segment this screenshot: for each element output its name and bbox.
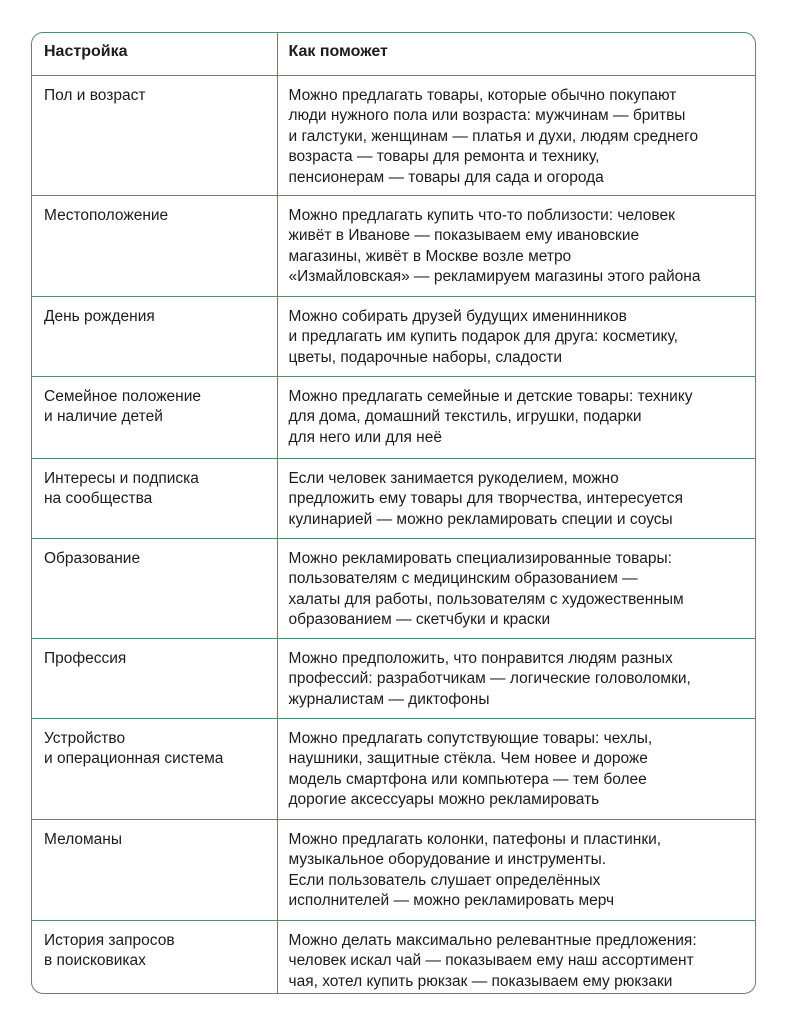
- setting-cell: Интересы и подписка на сообщества: [44, 469, 199, 507]
- setting-cell: Местоположение: [44, 206, 169, 224]
- benefit-cell: Можно предлагать сопутствующие товары: чехлы, наушники, защитные стёкла. Чем новее и дороже модель смартфона или компьютера — тем более дорогие аксессуары можно рекламировать: [288, 729, 653, 808]
- benefit-cell: Можно предлагать товары, которые обычно покупают люди нужного пола или возраста: мужчинам — бритвы и галстуки, женщинам — платья и духи, людям среднего возраста — товары для ремонта и технику, пенсионерам — товары для сада и огорода: [288, 86, 699, 186]
- setting-cell: Пол и возраст: [44, 86, 146, 104]
- benefit-cell: Если человек занимается рукоделием, можно предложить ему товары для творчества, интересуется кулинарией — можно рекламировать специи и соусы: [288, 469, 684, 528]
- benefit-cell: Можно рекламировать специализированные товары: пользователям с медицинским образованием — халаты для работы, пользователям с художественным образованием — скетчбуки и краски: [288, 549, 684, 628]
- table-row: [32, 296, 755, 376]
- setting-cell: Меломаны: [44, 830, 123, 848]
- setting-cell: Образование: [44, 549, 141, 567]
- table-header-row: [32, 33, 755, 75]
- table-row: [32, 538, 755, 638]
- benefit-cell: Можно предлагать семейные и детские товары: технику для дома, домашний текстиль, игрушки, подарки для него или для неё: [288, 387, 693, 446]
- targeting-settings-table: [32, 33, 755, 993]
- table-row: [32, 819, 755, 920]
- header-benefit: Как поможет: [277, 33, 755, 75]
- header-setting: Настройка: [32, 33, 277, 75]
- benefit-cell: Можно делать максимально релевантные предложения: человек искал чай — показываем ему наш ассортимент чая, хотел купить рюкзак — показываем ему рюкзаки: [288, 931, 697, 990]
- benefit-cell: Можно предлагать колонки, патефоны и пластинки, музыкальное оборудование и инструменты. Если пользователь слушает определённых исполнителей — можно рекламировать мерч: [288, 830, 662, 909]
- setting-cell: История запросов в поисковиках: [44, 931, 175, 969]
- table-row: [32, 195, 755, 296]
- setting-cell: Профессия: [44, 649, 127, 667]
- setting-cell: Устройство и операционная система: [44, 729, 224, 767]
- benefit-cell: Можно предлагать купить что-то поблизости: человек живёт в Иванове — показываем ему ивановские магазины, живёт в Москве возле метро «Измайловская» — рекламируем магазины этого района: [288, 206, 701, 285]
- benefit-cell: Можно предположить, что понравится людям разных профессий: разработчикам — логические головоломки, журналистам — диктофоны: [288, 649, 691, 708]
- table-row: [32, 458, 755, 538]
- table-row: [32, 718, 755, 819]
- targeting-settings-table-frame: [31, 32, 756, 994]
- table-row: [32, 75, 755, 195]
- table-row: [32, 638, 755, 718]
- table-row: [32, 920, 755, 993]
- benefit-cell: Можно собирать друзей будущих именинников и предлагать им купить подарок для друга: косметику, цветы, подарочные наборы, сладости: [288, 307, 678, 366]
- table-row: [32, 376, 755, 458]
- setting-cell: День рождения: [44, 307, 155, 325]
- setting-cell: Семейное положение и наличие детей: [44, 387, 202, 425]
